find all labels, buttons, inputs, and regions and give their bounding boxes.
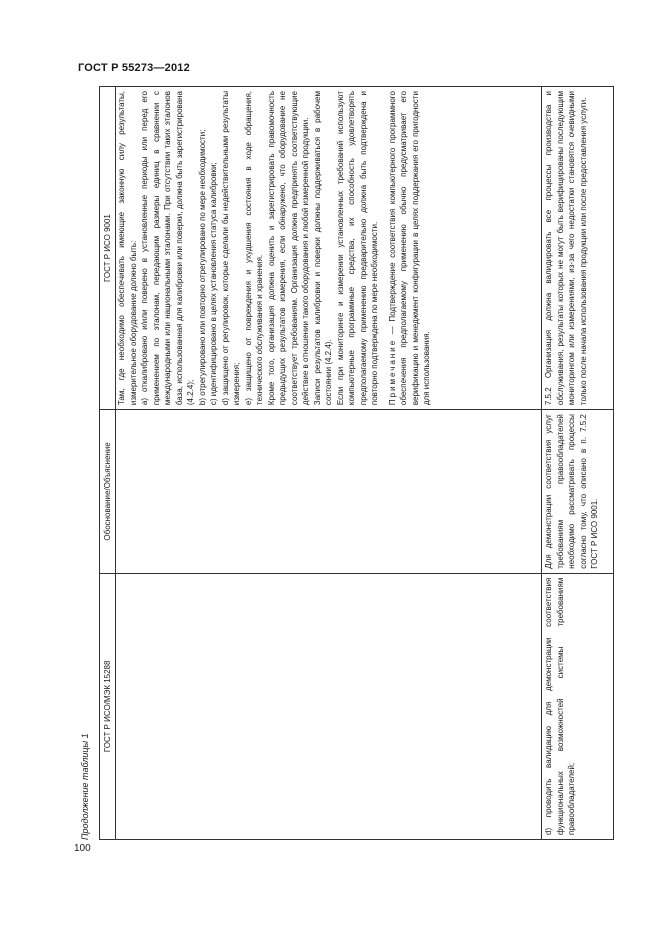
paragraph: Записи результатов калибровки и поверки должны поддерживаться в рабочем состоянии (4.2.4).	[312, 90, 333, 406]
paragraph: a) откалибровано и/или поверено в установленные периоды или перед его применением по эталонам, передающим размеры единиц в сравнении с международными или национальными эталонами. При отсутствии таких эталонов база, использованная для калибровки или поверки, должна быть зарегистрирована (4.2.4);	[140, 90, 195, 406]
cell-justification: Для демонстрации соответствия услуг требованиям правообладателей необходимо рассматривать процессы согласно тому, что описано в п. 7.5.2 ГОСТ Р ИСО 9001.	[542, 409, 613, 573]
table-row	[542, 87, 613, 839]
paragraph: c) идентифицировано в целях установления статуса калибровки;	[209, 162, 218, 406]
note-label: Примечание	[387, 338, 397, 406]
column-header-9001: ГОСТ Р ИСО 9001	[103, 214, 112, 283]
note	[387, 91, 433, 405]
rotated-content	[75, 85, 615, 840]
rotated-table-area	[75, 85, 615, 840]
column-header-15288: ГОСТ Р ИСО/МЭК 15288	[100, 573, 115, 839]
table-row	[115, 87, 542, 839]
page-number: 100	[74, 843, 91, 854]
table-header-row	[100, 87, 116, 839]
paragraph: Кроме того, организация должна оценить и зарегистрировать правомочность предыдущих результатов измерения, если обнаружено, что оборудование не соответствует требованиям. Организация должна предпринять соответствующие действие в отношении такого оборудования и любой измеренной продукции.	[266, 90, 310, 406]
paragraph: e) защищено от повреждения и ухудшения состояния в ходе обращения, технического обслуживания и хранения.	[243, 90, 264, 406]
column-header-justification: Обоснование/Объяснение	[100, 409, 115, 573]
cell-9001: 7.5.2 Организация должна валидировать все процессы производства и обслуживания, результаты которых не могут быть верифицированы последующим мониторингом или измерениями, из-за чего недостатки становятся очевидными только после начала использования продукции или после предоставления услуги.	[544, 90, 588, 406]
cell-9001	[115, 87, 541, 409]
document-header: ГОСТ Р 55273—2012	[78, 62, 190, 74]
paragraph: Там, где необходимо обеспечивать имеющие законную силу результаты, измерительное оборудование должно быть:	[117, 90, 138, 406]
cell-15288: d) проводить валидацию для демонстрации соответствия функциональных возможностей системы требованиям правообладателей;	[542, 573, 613, 839]
cell-justification	[115, 409, 541, 573]
cell-15288	[115, 573, 541, 839]
paragraph: Если при мониторинге и измерении установленных требований используют компьютерные программные средства, их способность удовлетворять предполагаемому применению предварительно должна быть подтверждена и повторно подтверждена по мере необходимости.	[335, 90, 379, 406]
comparison-table	[99, 86, 614, 840]
paragraph: d) защищено от регулировок, которые сделали бы недействительными результаты измерения;	[220, 90, 241, 406]
paragraph: b) отрегулировано или повторно отрегулировано по мере необходимости;	[197, 129, 207, 406]
note-text: — Подтверждение соответствия компьютерного программного обеспечения предполагаемому применению обычно предусматривает его верификацию и менеджмент конфигурации в целях поддержания его пригодности для использования.	[387, 90, 431, 406]
table-caption: Продолжение таблицы 1	[80, 733, 90, 840]
